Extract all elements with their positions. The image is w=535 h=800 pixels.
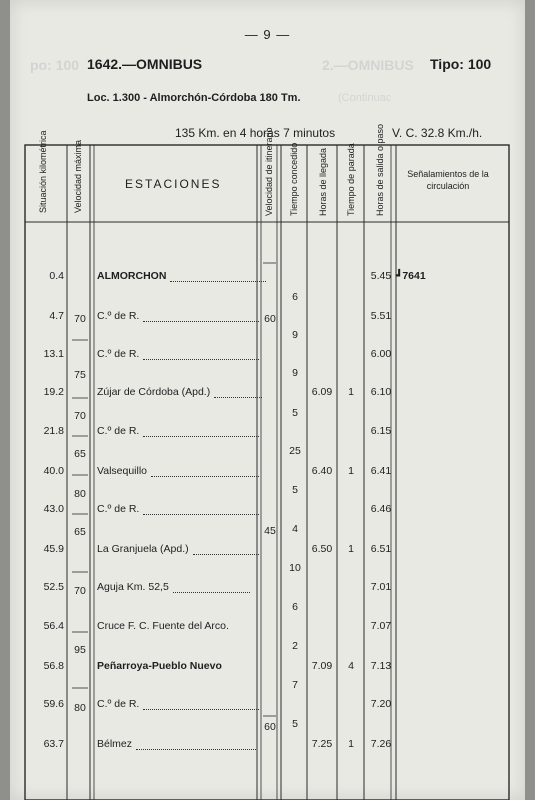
leader-dots [170,281,266,282]
max-speed: 65 [74,448,86,460]
km-value: 63.7 [43,738,64,750]
itinerary-speed: 60 [264,313,276,325]
departure-time: 5.51 [370,310,392,322]
departure-time: 7.26 [370,738,392,750]
train-title: 1642.—OMNIBUS [87,56,203,72]
time-allowed: 6 [292,601,298,613]
departure-time: 6.51 [370,543,392,555]
bleed-through-text: (Continuac [338,92,392,104]
time-allowed: 25 [289,445,301,457]
leader-dots [214,397,262,398]
time-allowed: 7 [292,679,298,691]
locomotive-info: Loc. 1.300 - Almorchón-Córdoba 180 Tm. [87,92,301,104]
header-situacion: Situación kilométrica [38,130,48,213]
km-value: 52.5 [43,581,64,593]
time-allowed: 10 [289,562,301,574]
train-type: Tipo: 100 [430,56,492,72]
max-speed: 80 [74,488,86,500]
arrival-time: 6.40 [311,465,333,477]
station-name: C.º de R. [97,348,140,360]
timetable-page [10,0,525,800]
km-value: 40.0 [43,465,64,477]
departure-time: 6.41 [370,465,392,477]
max-speed: 75 [74,369,86,381]
km-value: 56.8 [43,660,64,672]
departure-time: 6.00 [370,348,392,360]
stop-time: 1 [348,465,354,477]
km-value: 43.0 [43,503,64,515]
leader-dots [193,554,259,555]
km-value: 4.7 [49,310,64,322]
leader-dots [143,321,259,322]
station-name: C.º de R. [97,503,140,515]
time-allowed: 5 [292,407,298,419]
km-value: 45.9 [43,543,64,555]
km-value: 56.4 [43,620,64,632]
time-allowed: 2 [292,640,298,652]
leader-dots [143,709,259,710]
time-allowed: 5 [292,484,298,496]
station-name: Cruce F. C. Fuente del Arco. [97,620,229,632]
station-name: Zújar de Córdoba (Apd.) [97,386,211,398]
header-estaciones: ESTACIONES [125,177,222,191]
station-name: Bélmez [97,738,133,750]
header-velocidad-maxima: Velocidad máxima [73,139,83,213]
bleed-through-text: po: 100 [30,57,80,73]
header-horas-salida: Horas de salida o paso [375,123,385,216]
time-allowed: 4 [292,523,298,535]
timetable-grid [10,0,525,800]
arrival-time: 6.09 [311,386,333,398]
itinerary-speed: 60 [264,721,276,733]
time-allowed: 5 [292,718,298,730]
departure-time: 6.10 [370,386,392,398]
max-speed: 70 [74,585,86,597]
header-horas-llegada: Horas de llegada [318,147,328,216]
leader-dots [136,749,256,750]
commercial-speed: V. C. 32.8 Km./h. [392,126,483,140]
leader-dots [151,476,259,477]
station-name: Valsequillo [97,465,148,477]
leader-dots [143,359,259,360]
max-speed: 95 [74,644,86,656]
departure-time: 7.13 [370,660,392,672]
km-value: 21.8 [43,425,64,437]
max-speed: 80 [74,702,86,714]
km-value: 59.6 [43,698,64,710]
itinerary-speed: 45 [264,525,276,537]
header-tiempo-parada: Tiempo de parada [346,143,356,216]
signal-note: ┛7641 [396,270,426,282]
departure-time: 7.07 [370,620,392,632]
departure-time: 6.15 [370,425,392,437]
header-senalamientos: Señalamientos de la circulación [407,169,489,191]
header-velocidad-itinerario: Velocidad de itinerario [264,127,274,216]
station-name: C.º de R. [97,425,140,437]
km-value: 19.2 [43,386,64,398]
max-speed: 70 [74,410,86,422]
bleed-through-text: 2.—OMNIBUS [322,57,414,73]
time-allowed: 6 [292,291,298,303]
max-speed: 65 [74,526,86,538]
km-value: 13.1 [43,348,64,360]
departure-time: 6.46 [370,503,392,515]
departure-time: 7.01 [370,581,392,593]
arrival-time: 6.50 [311,543,333,555]
station-name: C.º de R. [97,310,140,322]
stop-time: 4 [348,660,354,672]
header-tiempo-concedido: Tiempo concedido [289,142,299,216]
station-name: Aguja Km. 52,5 [97,581,169,593]
station-name: La Granjuela (Apd.) [97,543,189,555]
stop-time: 1 [348,543,354,555]
leader-dots [173,592,250,593]
leader-dots [143,436,259,437]
stop-time: 1 [348,738,354,750]
time-allowed: 9 [292,329,298,341]
departure-time: 7.20 [370,698,392,710]
station-name: Peñarroya-Pueblo Nuevo [97,660,222,672]
departure-time: 5.45 [370,270,392,282]
station-name: ALMORCHON [97,270,167,282]
station-name: C.º de R. [97,698,140,710]
leader-dots [143,514,259,515]
route-summary: 135 Km. en 4 horas 7 minutos [175,126,336,140]
stop-time: 1 [348,386,354,398]
arrival-time: 7.09 [311,660,333,672]
km-value: 0.4 [49,270,64,282]
arrival-time: 7.25 [311,738,333,750]
page-number: — 9 — [244,27,291,42]
time-allowed: 9 [292,367,298,379]
max-speed: 70 [74,313,86,325]
